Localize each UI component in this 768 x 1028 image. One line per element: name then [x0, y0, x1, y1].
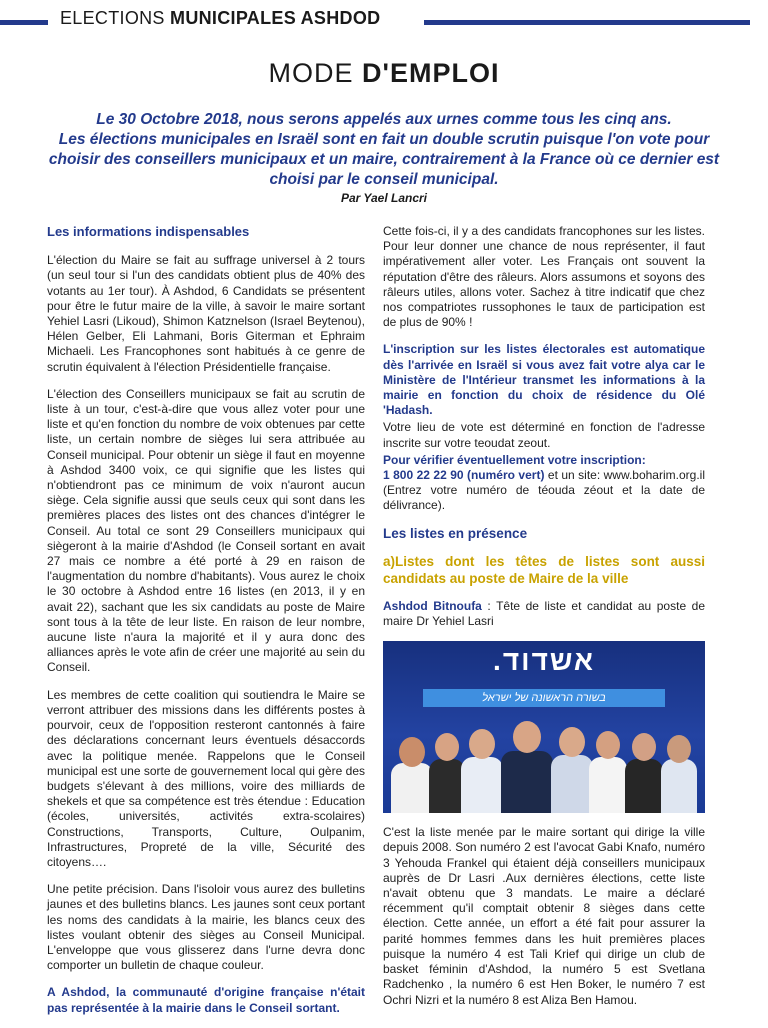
list-name: Ashdod Bitnoufa	[383, 598, 482, 613]
right-paragraph-1: Cette fois-ci, il y a des candidats francophones sur les listes. Pour leur donner une chance de nous représenter, il faut impérativement aller voter. Les Français ont souvent la réputation d'être des râleurs. Alors assumons et soyons des râleurs utiles, allons voter. Sachez à titre indicatif que chez nos compatriotes russophones le taux de participation est de plus de 90% !	[383, 224, 705, 330]
phone-number: 1 800 22 22 90 (numéro vert)	[383, 468, 545, 483]
candidates-photo	[389, 715, 699, 813]
list-description: : Tête de liste et candidat au poste de maire Dr Yehiel Lasri	[383, 598, 706, 629]
right-column	[383, 224, 705, 1020]
candidate-figure	[499, 715, 555, 813]
left-paragraph-1: L'élection du Maire se fait au suffrage universel à 2 tours (un seul tour si l'un des candidats obtient plus de 40% des votants au 1er tour). À Ashdod, 6 Candidats se présentent pour être le futur maire de la ville, à savoir le maire sortant Yehiel Lasri (Likoud), Shimon Katznelson (Israel Beytenou), Hélen Gelber, Eli Lahmani, Boris Giterman et Ephraim Michaeli. Les Francophones sont habitués à ce genre de scrutin équivalent à l'élection Présidentielle française.	[47, 253, 365, 374]
right-paragraph-2: L'inscription sur les listes électorales est automatique dès l'arrivée en Israël si vous avez fait votre alya car le Ministère de l'Intérieur transmet les informations à la mairie en fonction du choix de résidence du Olé 'Hadash.	[383, 342, 705, 418]
verify-heading: Pour vérifier éventuellement votre inscription:	[383, 452, 646, 467]
poster-title: אשדוד.	[493, 645, 595, 677]
poster-slogan: בשורה הראשונה של ישראל	[423, 689, 665, 707]
left-paragraph-3: Les membres de cette coalition qui soutiendra le Maire se verront attribuer des missions dans les différents postes à pourvoir, ceux de l'opposition resteront cantonnés à faire des déclarations concernant leurs éventuels désaccords avec la politique menée. Rappelons que le Conseil municipal est une sorte de gouvernement local qui gère des budgets s'élevant à des millions, voire des milliards de shekels et que sa compétence est très étendue : Education (écoles, universités, activités extra-scolaires) Constructions, Transports, Culture, Oulpanim, Infrastructures, Propreté de la ville, Sécurité des citoyens….	[47, 687, 365, 869]
right-paragraph-3: Votre lieu de vote est déterminé en fonction de l'adresse inscrite sur votre teoudat zeout.	[383, 420, 705, 450]
section-title-bold: MUNICIPALES ASHDOD	[170, 8, 381, 28]
section-title	[60, 8, 380, 29]
section-title-light: ELECTIONS	[60, 8, 171, 28]
verify-details: et un site: www.boharim.org.il (Entrez votre numéro de téouda zéout et la date de délivrance).	[383, 468, 705, 513]
lists-subheading: a)Listes dont les têtes de listes sont aussi candidats au poste de Maire de la ville	[383, 553, 705, 586]
article-title	[0, 58, 768, 89]
article-lead	[40, 110, 728, 190]
section-header	[0, 8, 768, 34]
right-paragraph-5	[383, 599, 705, 629]
left-paragraph-2: L'élection des Conseillers municipaux se fait au scrutin de liste à un tour, c'est-à-dire que vous allez voter pour une liste et qu'en fonction du nombre de voix obtenues par cette liste, un certain nombre de sièges lui sera attribuée au Conseil municipal. Pour obtenir un siège il faut en moyenne à Ashdod 3400 voix, ce qui signifie que les listes qui n'obtiendront pas ce minimum de voix n'auront aucun siège. Cela signifie aussi que seuls ceux qui sont dans les premières places des listes ont des chances d'intégrer le Conseil. Au total ce sont 29 Conseillers municipaux qui siègeront à la mairie d'Ashdod (le Conseil sortant en avait 27 mais ce nombre a été porté à 29 en raison de l'augmentation du nombre d'habitants). Vous aurez le choix le 30 octobre à Ashdod entre 16 listes (en 2013, il y en avait 22), sachant que les six candidats au poste de Maire sont tous à la tête de leur liste. En raison de leur nombre, aucune liste n'aura la majorité et il y aura donc des alliances après le vote afin de créer une majorité au sein du Conseil.	[47, 386, 365, 675]
right-paragraph-6: C'est la liste menée par le maire sortant qui dirige la ville depuis 2008. Son numéro 2 est l'avocat Gabi Knafo, numéro 3 Yehouda Frankel qui étaient déjà conseillers municipaux auprès de Dr Lasri .Aux dernières élections, cette liste n'avait obtenu que 3 mandats. Le maire a déclaré récemment qu'il comptait obtenir 8 sièges dans cette élection. Cette année, un effort a été fait pour assurer la parité hommes femmes dans les huit premières places puisque la numéro 4 est Tali Krief qui dirige un club de basket féminin d'Ashdod, la numéro 5 est Svetlana Radchenko , la numéro 6 est Hen Boker, le numéro 7 est Ochri Nizri et la numéro 8 est Aliza Ben Hamou.	[383, 825, 705, 1007]
article-title-light: MODE	[268, 58, 363, 88]
left-paragraph-5: A Ashdod, la communauté d'origine française n'était pas représentée à la mairie dans le Conseil sortant.	[47, 985, 365, 1015]
right-paragraph-4	[383, 453, 705, 514]
lists-heading: Les listes en présence	[383, 525, 528, 541]
left-heading: Les informations indispensables	[47, 224, 250, 239]
article-title-bold: D'EMPLOI	[362, 58, 500, 88]
campaign-poster-image	[383, 641, 705, 813]
byline: Par Yael Lancri	[340, 191, 428, 205]
lead-line-1: Le 30 Octobre 2018, nous serons appelés aux urnes comme tous les cinq ans.	[96, 111, 672, 128]
header-rule-right	[424, 20, 750, 25]
left-paragraph-4: Une petite précision. Dans l'isoloir vous aurez des bulletins jaunes et des bulletins blancs. Les jaunes sont ceux portant les noms des candidats à la mairie, les blancs ceux des listes voulant obtenir des sièges au Conseil Municipal. L'enveloppe que vous glisserez dans l'urne devra donc comporter un bulletin de chaque couleur.	[47, 882, 365, 973]
candidate-figure	[659, 729, 699, 813]
left-column	[47, 224, 365, 1028]
header-rule-left	[0, 20, 48, 25]
lead-line-2: Les élections municipales en Israël sont en fait un double scrutin puisque l'on vote pour choisir des conseillers municipaux et un maire, contrairement à la France où ce dernier est choisi par le conseil municipal.	[48, 131, 720, 188]
